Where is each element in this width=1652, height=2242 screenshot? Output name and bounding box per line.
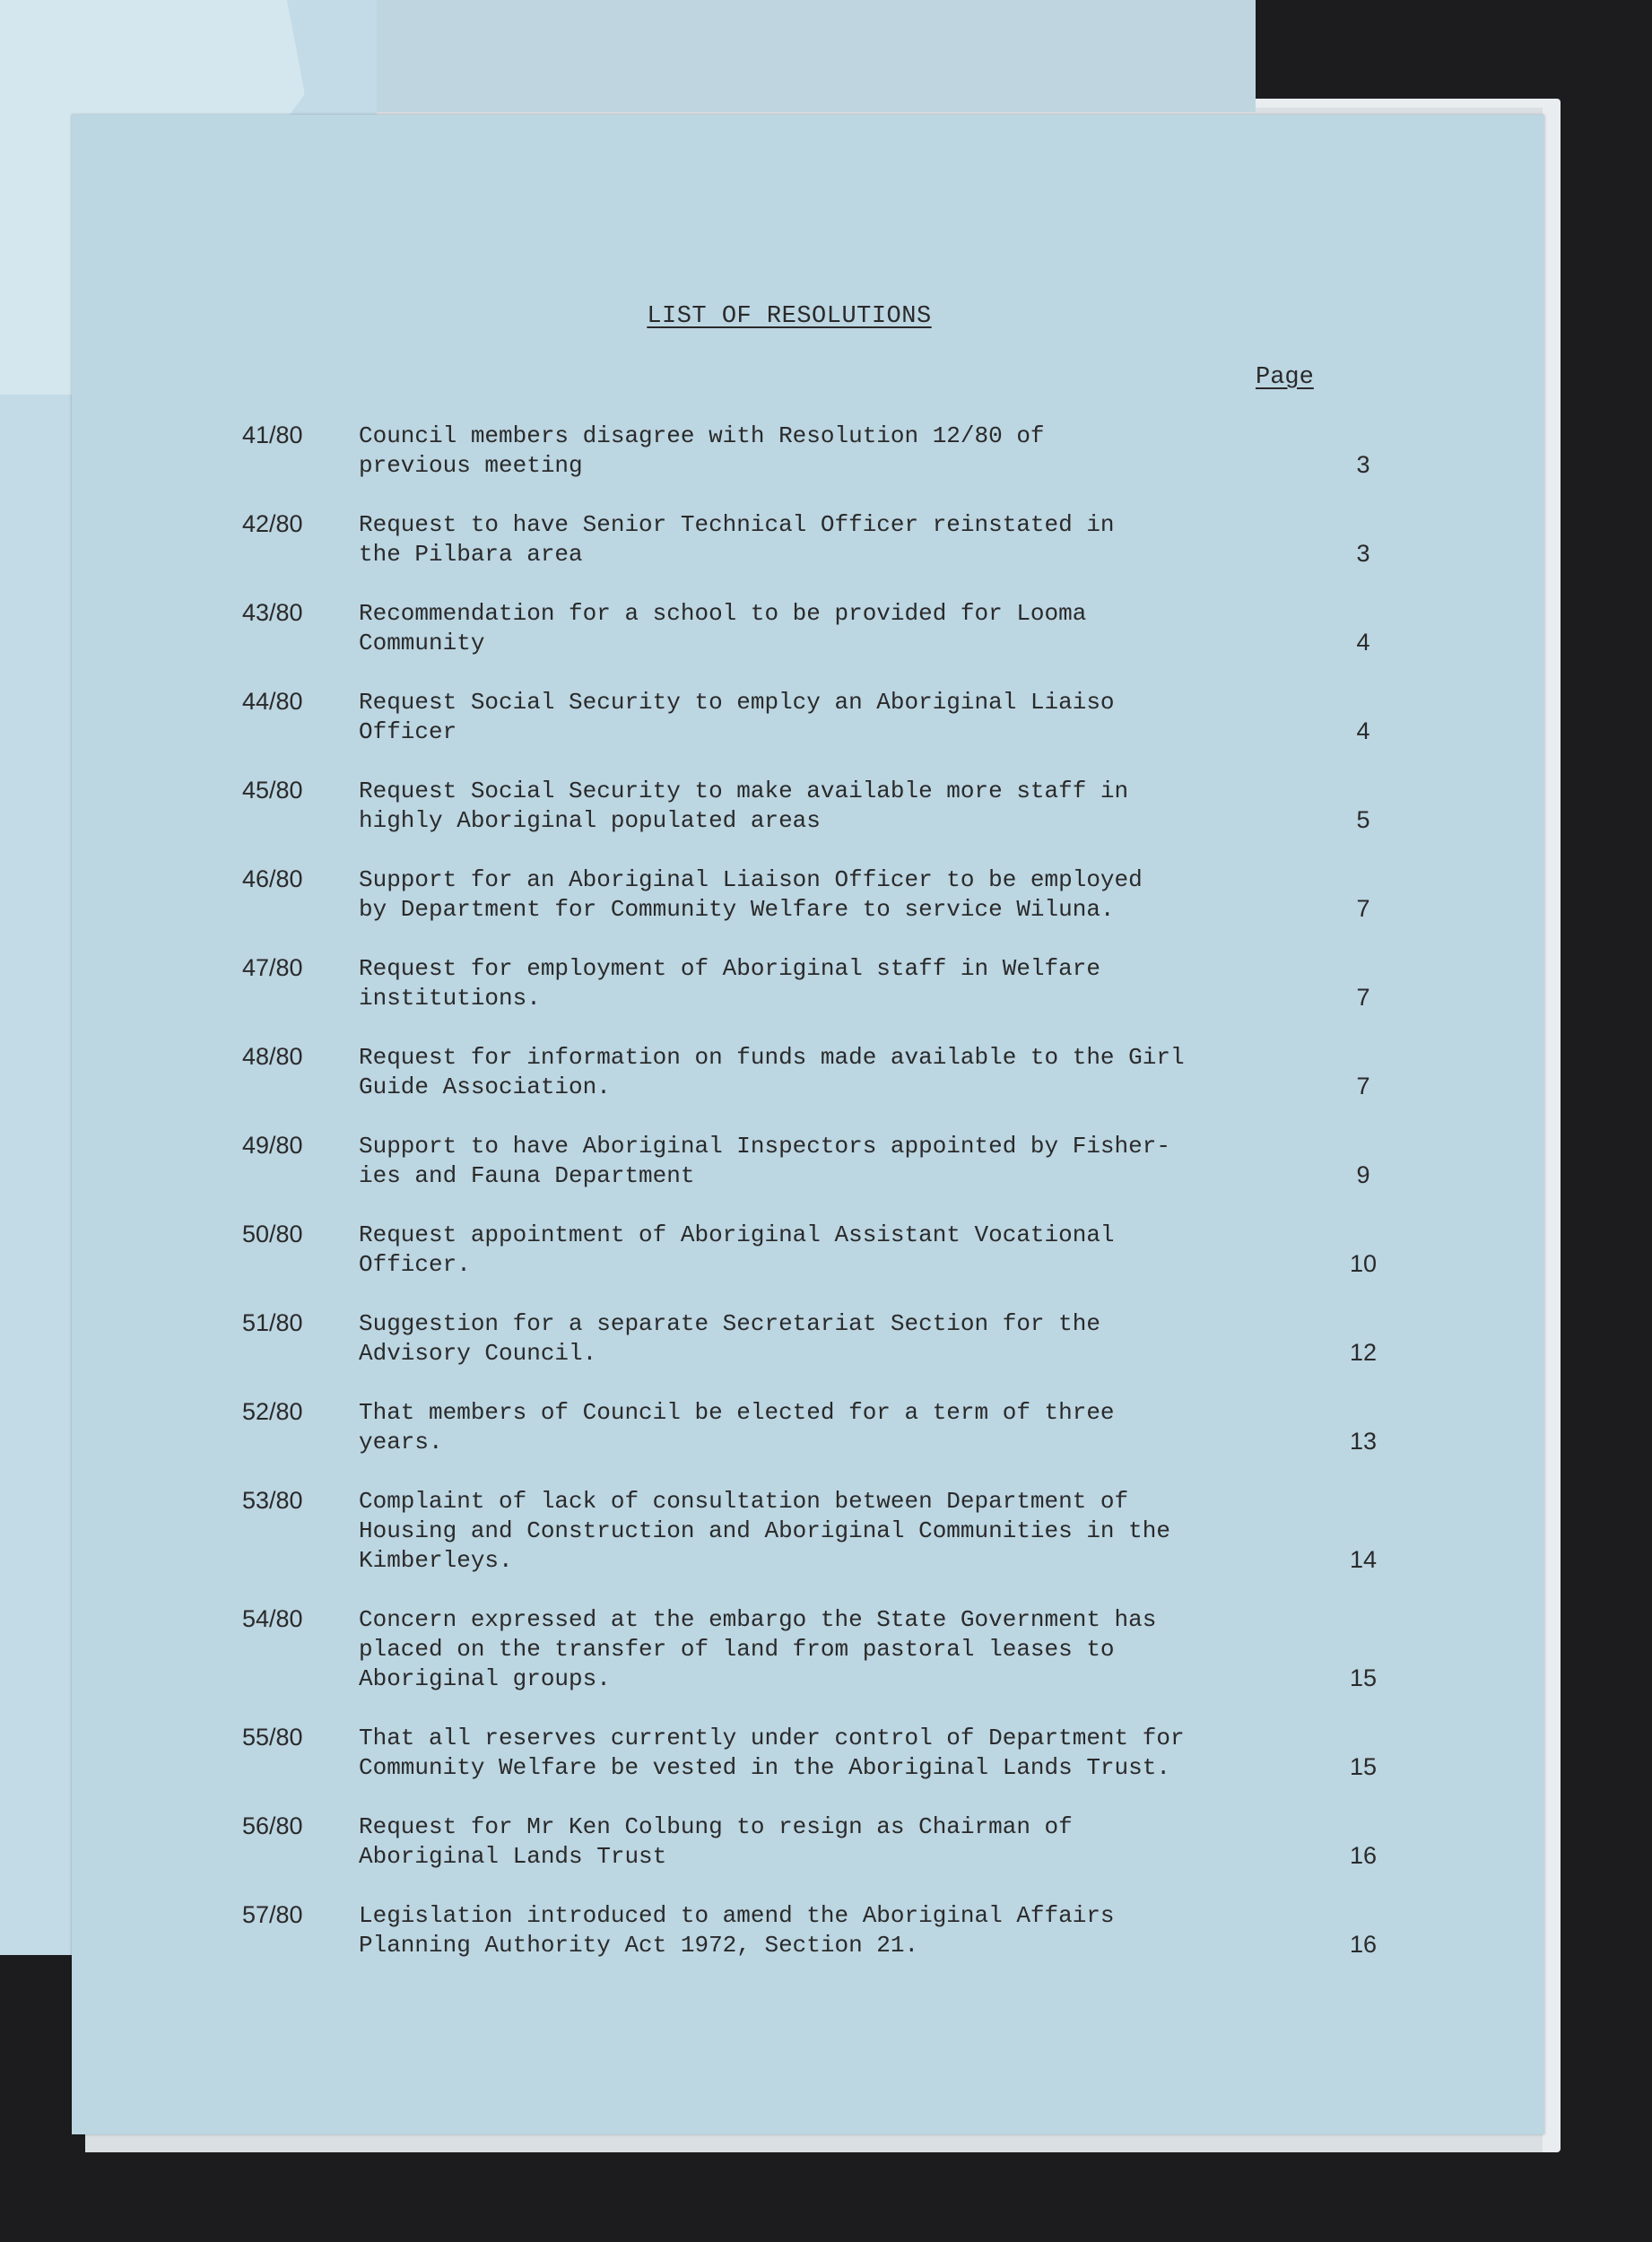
- resolution-description-line: Request to have Senior Technical Officer reinstated in: [359, 511, 1115, 538]
- resolution-page-number: 3: [1356, 540, 1370, 567]
- resolution-description-line: Request Social Security to make available more staff in: [359, 778, 1129, 804]
- resolution-entry: [242, 599, 1408, 688]
- resolution-page-number: 3: [1356, 451, 1370, 478]
- resolution-entry: [242, 954, 1408, 1043]
- resolution-page-number: 4: [1356, 717, 1370, 744]
- resolution-entry: [242, 865, 1408, 954]
- resolution-description-line: by Department for Community Welfare to service Wiluna.: [359, 896, 1115, 923]
- resolution-entry: [242, 777, 1408, 865]
- resolution-entry: [242, 688, 1408, 777]
- resolution-description-line: Officer: [359, 718, 457, 745]
- resolution-number: 55/80: [242, 1724, 303, 1751]
- resolution-description-line: years.: [359, 1429, 443, 1456]
- resolution-description: [359, 1309, 1282, 1369]
- resolution-entry: [242, 1487, 1408, 1605]
- resolution-description: [359, 954, 1282, 1013]
- resolution-description-line: Planning Authority Act 1972, Section 21.: [359, 1932, 919, 1959]
- resolution-description: [359, 510, 1282, 569]
- resolution-page-number: 16: [1349, 1931, 1378, 1958]
- resolution-description: [359, 1132, 1282, 1191]
- resolution-number: 50/80: [242, 1221, 303, 1247]
- resolution-description-line: Community Welfare be vested in the Aboriginal Lands Trust.: [359, 1754, 1170, 1781]
- resolution-page-number: 7: [1356, 984, 1370, 1011]
- resolution-number: 49/80: [242, 1132, 303, 1159]
- resolution-description-line: placed on the transfer of land from pastoral leases to: [359, 1636, 1115, 1663]
- resolution-description-line: Legislation introduced to amend the Aboriginal Affairs: [359, 1902, 1115, 1929]
- resolution-description-line: institutions.: [359, 985, 541, 1012]
- resolution-description: [359, 1398, 1282, 1457]
- resolution-page-number: 16: [1349, 1842, 1378, 1869]
- resolution-description-line: Officer.: [359, 1251, 471, 1278]
- resolution-description: [359, 1605, 1282, 1694]
- document-page: [72, 115, 1544, 2134]
- resolution-description-line: Suggestion for a separate Secretariat Section for the: [359, 1310, 1100, 1337]
- resolution-page-number: 7: [1356, 895, 1370, 922]
- resolution-number: 53/80: [242, 1487, 303, 1514]
- top-sheet-edge: [287, 0, 1256, 112]
- resolution-number: 43/80: [242, 599, 303, 626]
- resolution-description: [359, 421, 1282, 481]
- resolution-description-line: Request Social Security to emplcy an Aboriginal Liaiso: [359, 689, 1115, 716]
- resolution-number: 46/80: [242, 865, 303, 892]
- resolution-description-line: highly Aboriginal populated areas: [359, 807, 821, 834]
- resolution-description: [359, 599, 1282, 658]
- resolution-number: 56/80: [242, 1812, 303, 1839]
- resolution-number: 52/80: [242, 1398, 303, 1425]
- resolution-entry: [242, 1901, 1408, 1990]
- resolution-description-line: Complaint of lack of consultation between Department of: [359, 1488, 1129, 1515]
- resolution-page-number: 14: [1349, 1546, 1378, 1573]
- resolution-entry: [242, 1605, 1408, 1724]
- resolution-description-line: Housing and Construction and Aboriginal Communities in the: [359, 1517, 1170, 1544]
- resolution-page-number: 7: [1356, 1073, 1370, 1099]
- resolution-description: [359, 1812, 1282, 1872]
- resolution-page-number: 5: [1356, 806, 1370, 833]
- resolution-entry: [242, 1043, 1408, 1132]
- resolution-description: [359, 1901, 1282, 1960]
- resolution-description-line: Aboriginal groups.: [359, 1665, 611, 1692]
- resolution-number: 42/80: [242, 510, 303, 537]
- resolution-description-line: Advisory Council.: [359, 1340, 597, 1367]
- resolution-description: [359, 865, 1282, 925]
- resolution-description: [359, 688, 1282, 747]
- resolution-entry: [242, 1309, 1408, 1398]
- resolution-description: [359, 1724, 1282, 1783]
- resolution-page-number: 13: [1349, 1428, 1378, 1455]
- resolution-number: 44/80: [242, 688, 303, 715]
- resolution-entry: [242, 421, 1408, 510]
- resolution-description-line: Recommendation for a school to be provided for Looma: [359, 600, 1087, 627]
- resolution-description-line: Guide Association.: [359, 1073, 611, 1100]
- resolution-description-line: Request for Mr Ken Colbung to resign as Chairman of: [359, 1813, 1073, 1840]
- resolution-number: 57/80: [242, 1901, 303, 1928]
- resolution-page-number: 10: [1349, 1250, 1378, 1277]
- resolution-description-line: Aboriginal Lands Trust: [359, 1843, 667, 1870]
- resolution-description-line: That members of Council be elected for a term of three: [359, 1399, 1115, 1426]
- resolution-page-number: 15: [1349, 1753, 1378, 1780]
- resolution-description-line: ies and Fauna Department: [359, 1162, 695, 1189]
- resolution-description-line: Kimberleys.: [359, 1547, 513, 1574]
- resolution-description-line: Request for employment of Aboriginal staff in Welfare: [359, 955, 1100, 982]
- resolution-entry: [242, 1398, 1408, 1487]
- resolution-entry: [242, 1812, 1408, 1901]
- resolution-entry: [242, 1132, 1408, 1221]
- resolution-number: 51/80: [242, 1309, 303, 1336]
- resolution-description: [359, 777, 1282, 836]
- resolution-page-number: 4: [1356, 629, 1370, 656]
- resolution-number: 45/80: [242, 777, 303, 804]
- resolution-description: [359, 1043, 1282, 1102]
- resolution-entry: [242, 510, 1408, 599]
- resolution-page-number: 9: [1356, 1161, 1370, 1188]
- resolution-number: 41/80: [242, 421, 303, 448]
- page-column-header: Page: [1256, 364, 1314, 391]
- resolution-description-line: Request appointment of Aboriginal Assistant Vocational: [359, 1221, 1115, 1248]
- resolution-entry: [242, 1221, 1408, 1309]
- resolution-description-line: Concern expressed at the embargo the State Government has: [359, 1606, 1157, 1633]
- resolution-number: 54/80: [242, 1605, 303, 1632]
- resolution-number: 48/80: [242, 1043, 303, 1070]
- resolution-description-line: Support for an Aboriginal Liaison Officer to be employed: [359, 866, 1143, 893]
- page-title: LIST OF RESOLUTIONS: [647, 303, 932, 330]
- resolution-description: [359, 1221, 1282, 1280]
- resolution-description-line: Request for information on funds made available to the Girl: [359, 1044, 1185, 1071]
- resolution-description-line: previous meeting: [359, 452, 583, 479]
- resolution-list: [242, 421, 1408, 1990]
- resolution-description-line: the Pilbara area: [359, 541, 583, 568]
- resolution-description-line: Council members disagree with Resolution 12/80 of: [359, 422, 1045, 449]
- resolution-description-line: That all reserves currently under control of Department for: [359, 1725, 1185, 1751]
- resolution-description-line: Support to have Aboriginal Inspectors appointed by Fisher-: [359, 1133, 1170, 1160]
- resolution-description-line: Community: [359, 630, 485, 656]
- resolution-page-number: 15: [1349, 1664, 1378, 1691]
- resolution-description: [359, 1487, 1282, 1576]
- resolution-page-number: 12: [1349, 1339, 1378, 1366]
- resolution-entry: [242, 1724, 1408, 1812]
- resolution-number: 47/80: [242, 954, 303, 981]
